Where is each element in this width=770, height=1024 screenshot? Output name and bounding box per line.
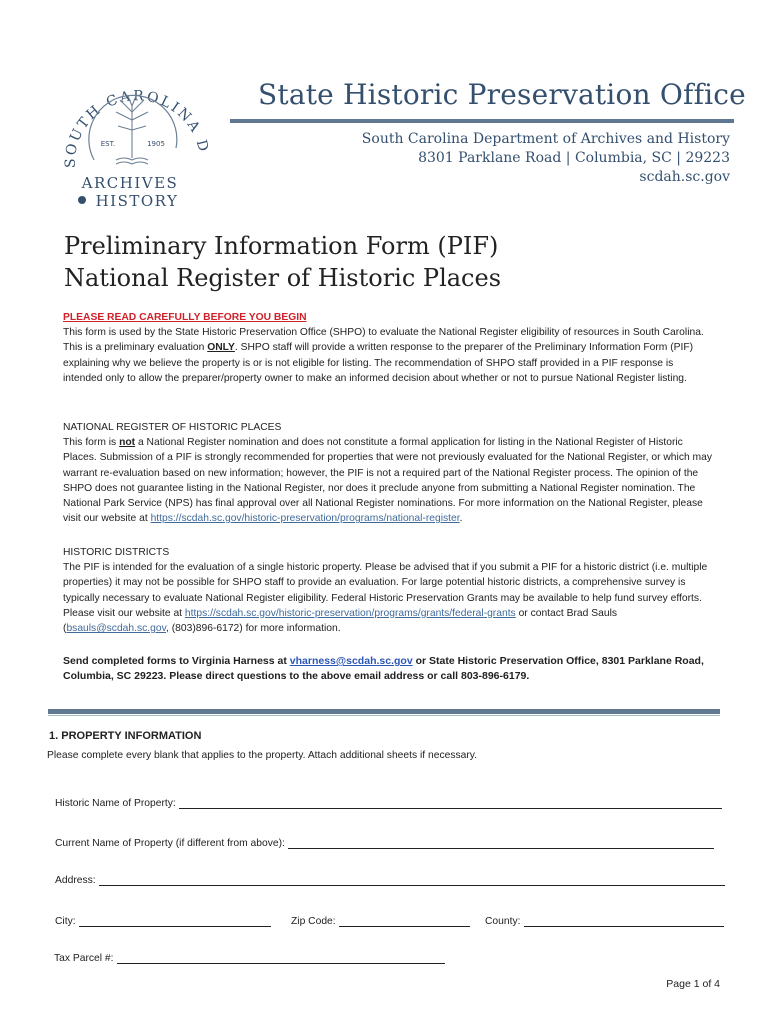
intro-section [63, 310, 715, 386]
address-input[interactable] [99, 873, 725, 886]
seal-archives: ARCHIVES [81, 174, 179, 192]
department-name: South Carolina Department of Archives and History [361, 131, 730, 147]
seal-graphic [42, 40, 222, 220]
county-field [485, 914, 724, 927]
office-title: State Historic Preservation Office [258, 78, 746, 111]
districts-text-c: , (803)896-6172) for more information. [166, 623, 341, 635]
tax-parcel-input[interactable] [117, 951, 445, 964]
intro-text-b: . SHPO staff will provide a written response to the preparer of the Preliminary Information Form (PIF) explaining why we believe the property is or is not eligible for listing. The recommendation of SHPO staff provided in a PIF response is intended only to allow the preparer/property owner to make an informed decision about whether or not to pursue National Register listing. [63, 342, 694, 384]
historic-name-input[interactable] [179, 796, 722, 809]
office-address: 8301 Parklane Road | Columbia, SC | 29223 [418, 150, 730, 166]
bsauls-email-link[interactable]: bsauls@scdah.sc.gov [66, 623, 166, 635]
seal-est: EST. [100, 140, 116, 148]
seal-bullet-icon [78, 196, 86, 204]
city-input[interactable] [79, 914, 271, 927]
page-number: Page 1 of 4 [666, 978, 720, 990]
seal-history: HISTORY [95, 192, 179, 210]
send-text-b: or State Historic Preservation Office, 8301 Parklane Road, Columbia, SC 29223. Please direct questions to the above email address or call 803-896-6179. [63, 655, 704, 683]
tax-parcel-label: Tax Parcel #: [54, 953, 114, 964]
seal-year: 1905 [147, 140, 165, 148]
city-label: City: [55, 916, 76, 927]
current-name-label: Current Name of Property (if different from above): [55, 838, 285, 849]
send-instructions [63, 654, 715, 684]
nr-text-a: This form is [63, 437, 120, 449]
tax-parcel-field [54, 951, 445, 964]
intro-text-a: This form is used by the State Historic Preservation Office (SHPO) to evaluate the National Register eligibility of resources in South Carolina. This is a preliminary evaluation [63, 327, 704, 354]
county-input[interactable] [524, 914, 724, 927]
current-name-field [55, 836, 714, 849]
city-field [55, 914, 271, 927]
nr-website-link[interactable]: https://scdah.sc.gov/historic-preservation/programs/national-register [150, 513, 460, 525]
districts-text-a: The PIF is intended for the evaluation of a single historic property. Please be advised that if you submit a PIF for a historic district (i.e. multiple properties) it may not be possible for SHPO staff to provide an evaluation. For large potential historic districts, a comprehensive survey is typically necessary to evaluate National Register eligibility. Federal Historic Preservation Grants may be available to help fund survey efforts. Please visit our website at [63, 562, 708, 619]
warning-heading: PLEASE READ CAREFULLY BEFORE YOU BEGIN [63, 312, 307, 323]
section-divider [48, 709, 720, 714]
nr-not: not [119, 437, 136, 449]
section-1-heading: 1. PROPERTY INFORMATION [49, 730, 202, 742]
office-contact-block [362, 130, 730, 187]
current-name-input[interactable] [288, 836, 714, 849]
nr-heading: NATIONAL REGISTER OF HISTORIC PLACES [63, 422, 282, 433]
archives-history-seal [42, 40, 222, 220]
section-divider-thin [48, 715, 720, 716]
seal-ring-text: SOUTH CAROLINA D [62, 88, 212, 169]
districts-heading: HISTORIC DISTRICTS [63, 547, 170, 558]
title-rule [230, 119, 734, 123]
historic-name-label: Historic Name of Property: [55, 798, 176, 809]
zip-input[interactable] [339, 914, 470, 927]
section-1-note: Please complete every blank that applies to the property. Attach additional sheets if necessary. [47, 750, 478, 761]
historic-districts-section [63, 545, 715, 636]
historic-name-field [55, 796, 722, 809]
form-title-line2: National Register of Historic Places [64, 264, 502, 292]
districts-text-b: or contact Brad Sauls ( [63, 607, 618, 635]
intro-only: ONLY [207, 342, 235, 354]
vharness-email-link[interactable]: vharness@scdah.sc.gov [289, 655, 413, 667]
office-website[interactable]: scdah.sc.gov [639, 169, 730, 185]
zip-label: Zip Code: [291, 916, 336, 927]
form-title-line1: Preliminary Information Form (PIF) [64, 232, 499, 260]
zip-field [291, 914, 470, 927]
national-register-section [63, 420, 715, 526]
county-label: County: [485, 916, 521, 927]
grants-link[interactable]: https://scdah.sc.gov/historic-preservation/programs/grants/federal-grants [184, 607, 516, 619]
address-field [55, 873, 725, 886]
address-label: Address: [55, 875, 96, 886]
open-book-icon [116, 158, 148, 164]
nr-text-end: . [459, 513, 463, 525]
nr-text-b: a National Register nomination and does not constitute a formal application for listing in the National Register of Historic Places. Submission of a PIF is strongly recommended for properties that were not previously evaluated for the National Register, or which may warrant re-evaluation based on new information; however, the PIF is not a required part of the National Register process. The opinion of the SHPO does not guarantee listing in the National Register, nor does it preclude anyone from submitting a National Register nomination. The National Park Service (NPS) has final approval over all National Register nominations. For more information on the National Register, please visit our website at [63, 437, 713, 525]
send-text-a: Send completed forms to Virginia Harness at [63, 655, 290, 667]
form-title [64, 230, 501, 294]
